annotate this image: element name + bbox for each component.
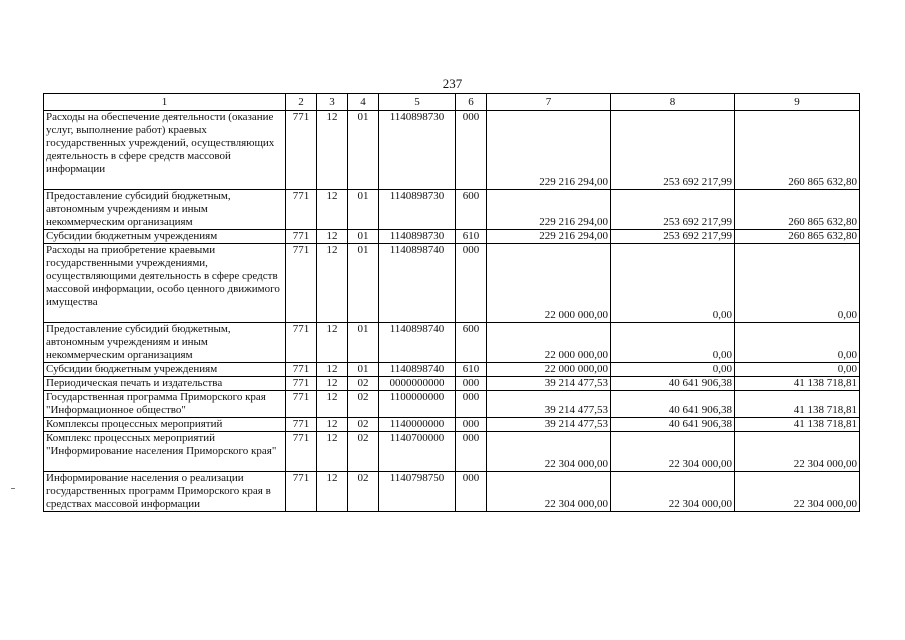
amount-cell: 229 216 294,00 <box>487 190 611 230</box>
code-cell: 12 <box>317 377 348 391</box>
amount-cell: 0,00 <box>611 363 735 377</box>
amount-cell: 41 138 718,81 <box>735 391 860 418</box>
code-cell: 12 <box>317 363 348 377</box>
amount-cell: 229 216 294,00 <box>487 230 611 244</box>
column-header: 2 <box>286 94 317 111</box>
code-cell: 01 <box>348 111 379 190</box>
row-name-cell: Предоставление субсидий бюджетным, автономным учреждениям и иным некоммерческим организациям <box>44 323 286 363</box>
row-name-cell: Государственная программа Приморского края "Информационное общество" <box>44 391 286 418</box>
code-cell: 01 <box>348 323 379 363</box>
code-cell: 610 <box>456 363 487 377</box>
code-cell: 02 <box>348 472 379 512</box>
code-cell: 771 <box>286 418 317 432</box>
code-cell: 12 <box>317 472 348 512</box>
code-cell: 1140798750 <box>379 472 456 512</box>
row-name-cell: Периодическая печать и издательства <box>44 377 286 391</box>
code-cell: 12 <box>317 230 348 244</box>
code-cell: 02 <box>348 432 379 472</box>
amount-cell: 40 641 906,38 <box>611 377 735 391</box>
code-cell: 771 <box>286 244 317 323</box>
code-cell: 1140700000 <box>379 432 456 472</box>
row-name-cell: Информирование населения о реализации государственных программ Приморского края в средствах массовой информации <box>44 472 286 512</box>
amount-cell: 40 641 906,38 <box>611 418 735 432</box>
code-cell: 0000000000 <box>379 377 456 391</box>
amount-cell: 0,00 <box>611 323 735 363</box>
amount-cell: 0,00 <box>735 244 860 323</box>
column-header: 8 <box>611 94 735 111</box>
code-cell: 000 <box>456 377 487 391</box>
code-cell: 000 <box>456 244 487 323</box>
code-cell: 771 <box>286 363 317 377</box>
column-header: 9 <box>735 94 860 111</box>
amount-cell: 22 304 000,00 <box>735 432 860 472</box>
row-name-cell: Комплексы процессных мероприятий <box>44 418 286 432</box>
code-cell: 1100000000 <box>379 391 456 418</box>
code-cell: 1140000000 <box>379 418 456 432</box>
column-header: 6 <box>456 94 487 111</box>
column-header: 5 <box>379 94 456 111</box>
amount-cell: 41 138 718,81 <box>735 418 860 432</box>
amount-cell: 253 692 217,99 <box>611 190 735 230</box>
amount-cell: 260 865 632,80 <box>735 230 860 244</box>
table-row <box>44 363 860 377</box>
code-cell: 000 <box>456 418 487 432</box>
table-row <box>44 244 860 323</box>
code-cell: 771 <box>286 230 317 244</box>
code-cell: 771 <box>286 472 317 512</box>
code-cell: 01 <box>348 363 379 377</box>
amount-cell: 39 214 477,53 <box>487 391 611 418</box>
code-cell: 771 <box>286 377 317 391</box>
column-header: 7 <box>487 94 611 111</box>
code-cell: 1140898730 <box>379 111 456 190</box>
code-cell: 02 <box>348 391 379 418</box>
amount-cell: 253 692 217,99 <box>611 111 735 190</box>
table-row <box>44 377 860 391</box>
row-name-cell: Расходы на приобретение краевыми государственными учреждениями, осуществляющими деятельность в сфере средств массовой информации, особо ценного движимого имущества <box>44 244 286 323</box>
header-row <box>44 94 860 111</box>
amount-cell: 22 304 000,00 <box>487 432 611 472</box>
code-cell: 1140898740 <box>379 363 456 377</box>
amount-cell: 253 692 217,99 <box>611 230 735 244</box>
code-cell: 771 <box>286 323 317 363</box>
code-cell: 12 <box>317 391 348 418</box>
table-row <box>44 230 860 244</box>
code-cell: 12 <box>317 244 348 323</box>
amount-cell: 39 214 477,53 <box>487 418 611 432</box>
amount-cell: 260 865 632,80 <box>735 190 860 230</box>
code-cell: 600 <box>456 323 487 363</box>
amount-cell: 22 000 000,00 <box>487 244 611 323</box>
row-name-cell: Субсидии бюджетным учреждениям <box>44 363 286 377</box>
code-cell: 12 <box>317 418 348 432</box>
table-row <box>44 391 860 418</box>
code-cell: 01 <box>348 244 379 323</box>
code-cell: 771 <box>286 391 317 418</box>
column-header: 4 <box>348 94 379 111</box>
amount-cell: 22 304 000,00 <box>611 472 735 512</box>
code-cell: 12 <box>317 190 348 230</box>
code-cell: 600 <box>456 190 487 230</box>
amount-cell: 22 304 000,00 <box>487 472 611 512</box>
table-row <box>44 472 860 512</box>
code-cell: 771 <box>286 111 317 190</box>
code-cell: 02 <box>348 377 379 391</box>
amount-cell: 0,00 <box>611 244 735 323</box>
amount-cell: 22 000 000,00 <box>487 323 611 363</box>
code-cell: 12 <box>317 432 348 472</box>
table-row <box>44 418 860 432</box>
code-cell: 1140898740 <box>379 244 456 323</box>
table-row <box>44 190 860 230</box>
amount-cell: 22 304 000,00 <box>735 472 860 512</box>
row-name-cell: Расходы на обеспечение деятельности (оказание услуг, выполнение работ) краевых государственных учреждений, осуществляющих деятельность в сфере средств массовой информации <box>44 111 286 190</box>
code-cell: 1140898740 <box>379 323 456 363</box>
amount-cell: 0,00 <box>735 323 860 363</box>
code-cell: 12 <box>317 111 348 190</box>
amount-cell: 0,00 <box>735 363 860 377</box>
amount-cell: 22 304 000,00 <box>611 432 735 472</box>
column-header: 3 <box>317 94 348 111</box>
table-row <box>44 323 860 363</box>
code-cell: 01 <box>348 190 379 230</box>
code-cell: 771 <box>286 190 317 230</box>
amount-cell: 41 138 718,81 <box>735 377 860 391</box>
code-cell: 12 <box>317 323 348 363</box>
code-cell: 000 <box>456 432 487 472</box>
amount-cell: 229 216 294,00 <box>487 111 611 190</box>
amount-cell: 39 214 477,53 <box>487 377 611 391</box>
page-number: 237 <box>442 76 463 91</box>
row-name-cell: Комплекс процессных мероприятий "Информирование населения Приморского края" <box>44 432 286 472</box>
code-cell: 771 <box>286 432 317 472</box>
amount-cell: 260 865 632,80 <box>735 111 860 190</box>
code-cell: 01 <box>348 230 379 244</box>
row-name-cell: Субсидии бюджетным учреждениям <box>44 230 286 244</box>
code-cell: 000 <box>456 472 487 512</box>
margin-mark <box>11 488 15 489</box>
code-cell: 610 <box>456 230 487 244</box>
table-row <box>44 432 860 472</box>
amount-cell: 22 000 000,00 <box>487 363 611 377</box>
column-header: 1 <box>44 94 286 111</box>
code-cell: 000 <box>456 391 487 418</box>
code-cell: 1140898730 <box>379 190 456 230</box>
code-cell: 1140898730 <box>379 230 456 244</box>
code-cell: 000 <box>456 111 487 190</box>
amount-cell: 40 641 906,38 <box>611 391 735 418</box>
code-cell: 02 <box>348 418 379 432</box>
row-name-cell: Предоставление субсидий бюджетным, автономным учреждениям и иным некоммерческим организациям <box>44 190 286 230</box>
table-row <box>44 111 860 190</box>
budget-table <box>43 93 860 512</box>
